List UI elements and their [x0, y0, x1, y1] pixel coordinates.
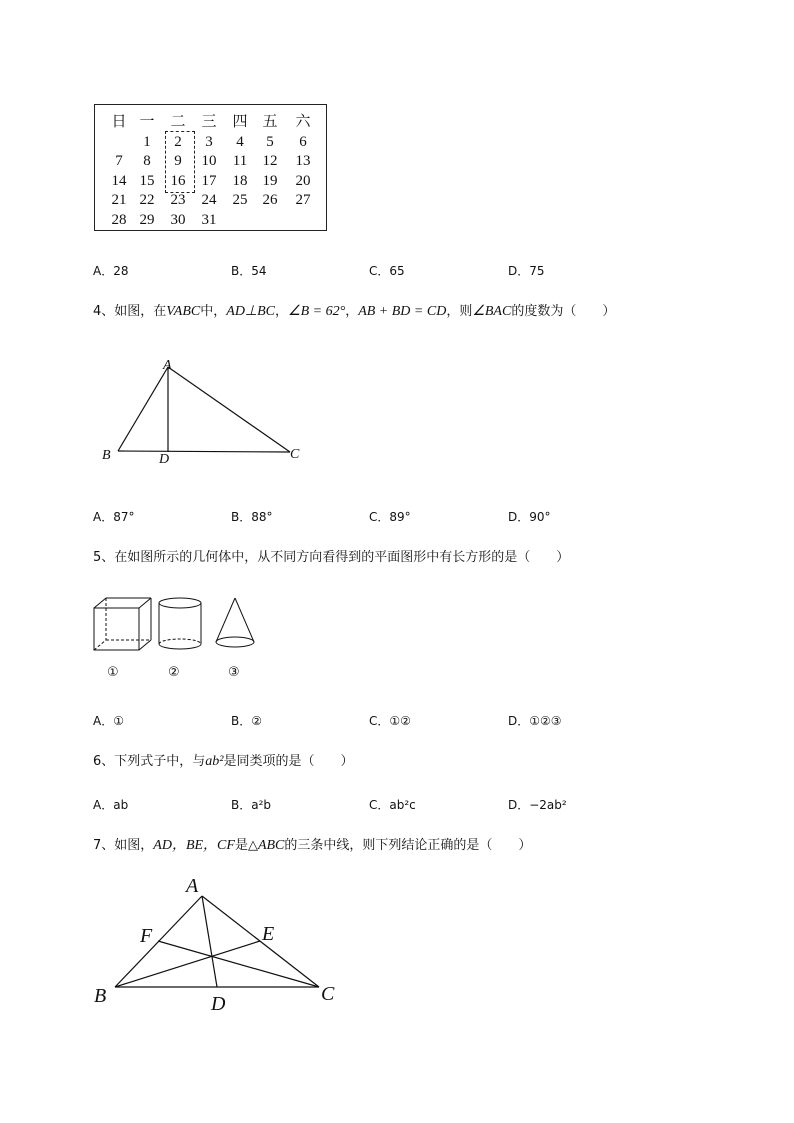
calendar-day-cell: 26 [262, 192, 278, 208]
calendar-day-cell: 4 [236, 134, 244, 150]
calendar-day-cell: 1 [143, 134, 151, 150]
q4-label-b: B [102, 448, 111, 463]
calendar-day-cell: 2 [174, 134, 182, 150]
calendar-day-cell: 25 [232, 192, 248, 208]
calendar-day-cell: 5 [266, 134, 274, 150]
cylinder-shape [159, 598, 201, 649]
calendar-header-cell: 二 [170, 112, 186, 130]
calendar-day-cell: 9 [174, 153, 182, 169]
q7-label-a: A [186, 875, 199, 897]
calendar-day-cell: 23 [170, 192, 186, 208]
calendar-day-cell: 10 [201, 153, 217, 169]
q4-label-c: C [290, 447, 300, 462]
calendar-header-cell: 四 [232, 112, 248, 130]
q6-question: 6、下列式子中，与ab²是同类项的是（ ） [93, 754, 354, 769]
q7-label-c: C [321, 983, 335, 1005]
calendar-header-cell: 五 [262, 112, 278, 130]
q4-option-b[interactable]: B．88° [231, 510, 273, 524]
calendar-day-cell: 7 [115, 153, 123, 169]
segment-ab [118, 367, 168, 451]
calendar-day-cell: 16 [170, 173, 186, 189]
calendar-header-cell: 一 [139, 112, 155, 130]
cone-shape [216, 598, 254, 647]
q7-label-b: B [94, 985, 107, 1007]
calendar-table [94, 104, 327, 231]
calendar-day-cell: 14 [111, 173, 127, 189]
calendar-day-cell: 24 [201, 192, 217, 208]
calendar-day-cell: 28 [111, 212, 127, 228]
calendar-day-cell: 3 [205, 134, 213, 150]
shape-label-1: ① [107, 665, 119, 680]
q4-label-d: D [159, 452, 170, 467]
calendar-day-cell: 29 [139, 212, 155, 228]
q4-question: 4、如图，在VABC中，AD⊥BC，∠B = 62°，AB + BD = CD，则∠BAC的度数为（ ） [93, 304, 616, 319]
calendar-day-cell: 12 [262, 153, 278, 169]
shape-label-3: ③ [228, 665, 240, 680]
q5-option-d[interactable]: D．①②③ [508, 714, 562, 728]
calendar-day-cell: 30 [170, 212, 186, 228]
q4-option-d[interactable]: D．90° [508, 510, 551, 524]
segment-ac [202, 896, 319, 987]
calendar-day-cell: 18 [232, 173, 248, 189]
q5-solids-figure [90, 595, 260, 657]
calendar-day-cell: 6 [299, 134, 307, 150]
calendar-day-cell: 13 [295, 153, 311, 169]
q5-option-a[interactable]: A．① [93, 714, 124, 728]
calendar-header-cell: 六 [295, 112, 311, 130]
q6-option-c[interactable]: C．ab²c [369, 798, 416, 812]
calendar-day-cell: 22 [139, 192, 155, 208]
q4-triangle-figure [95, 355, 315, 475]
q6-option-a[interactable]: A．ab [93, 798, 129, 812]
calendar-header-cell: 日 [111, 112, 127, 130]
calendar-day-cell: 8 [143, 153, 151, 169]
calendar-header-cell: 三 [201, 112, 217, 130]
median-ad [202, 896, 217, 987]
segment-ac [168, 367, 290, 452]
calendar-day-cell: 17 [201, 173, 217, 189]
shape-label-2: ② [168, 665, 180, 680]
calendar-day-cell: 11 [232, 153, 248, 169]
q7-label-f: F [140, 925, 153, 947]
q3-option-b[interactable]: B．54 [231, 264, 267, 278]
q7-label-d: D [211, 993, 226, 1015]
calendar-day-cell: 21 [111, 192, 127, 208]
cube-shape [94, 598, 151, 650]
q7-question: 7、如图，AD，BE，CF是△ABC的三条中线，则下列结论正确的是（ ） [93, 838, 532, 853]
calendar-day-cell: 27 [295, 192, 311, 208]
calendar-day-cell: 20 [295, 173, 311, 189]
q4-option-c[interactable]: C．89° [369, 510, 411, 524]
q6-option-b[interactable]: B．a²b [231, 798, 272, 812]
calendar-day-cell: 15 [139, 173, 155, 189]
q3-option-d[interactable]: D．75 [508, 264, 545, 278]
calendar-day-cell: 31 [201, 212, 217, 228]
q4-label-a: A [163, 358, 172, 373]
calendar-day-cell: 19 [262, 173, 278, 189]
q5-option-c[interactable]: C．①② [369, 714, 411, 728]
q5-option-b[interactable]: B．② [231, 714, 262, 728]
q5-question: 5、在如图所示的几何体中，从不同方向看得到的平面图形中有长方形的是（ ） [93, 550, 570, 565]
q3-option-c[interactable]: C．65 [369, 264, 405, 278]
q3-option-a[interactable]: A．28 [93, 264, 129, 278]
q6-option-d[interactable]: D．−2ab² [508, 798, 567, 812]
q4-option-a[interactable]: A．87° [93, 510, 135, 524]
q7-label-e: E [262, 923, 275, 945]
segment-bc [118, 451, 290, 452]
